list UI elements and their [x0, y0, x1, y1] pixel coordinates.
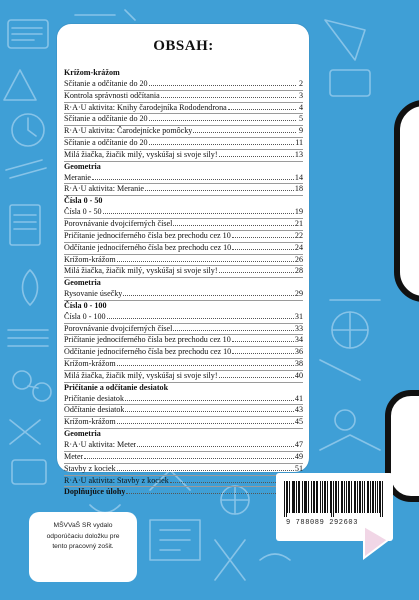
- toc-entry-label: R·A·U aktivita: Meranie: [64, 184, 145, 194]
- toc-entry: [64, 312, 303, 324]
- barcode-bar: [287, 481, 288, 513]
- toc-leader-dots: [232, 353, 294, 354]
- barcode-bar: [372, 481, 373, 513]
- barcode-bar: [324, 481, 325, 513]
- toc-entry-label: Čísla 0 - 100: [64, 311, 106, 321]
- barcode-bar: [298, 481, 299, 513]
- barcode-bar: [338, 481, 339, 513]
- toc-entry: [64, 207, 303, 219]
- toc-page-number: 45: [294, 417, 303, 427]
- toc-page-number: 41: [294, 393, 303, 403]
- barcode-bar: [294, 481, 295, 513]
- barcode-bar: [336, 481, 337, 513]
- toc-section-heading: Geometria: [64, 278, 101, 288]
- toc-entry: [64, 91, 303, 103]
- toc-leader-dots: [84, 458, 294, 459]
- toc-page-number: 38: [294, 359, 303, 369]
- toc-entry-label: Milá žiačka, žiačik milý, vyskúšaj si svoje sily!: [64, 149, 218, 159]
- barcode-bar: [305, 481, 306, 513]
- barcode-bar: [351, 481, 352, 513]
- barcode-bar: [320, 481, 321, 513]
- barcode-bar: [368, 481, 369, 513]
- toc-entry: [64, 243, 303, 255]
- barcode-bar: [344, 481, 345, 513]
- toc-entry: [64, 347, 303, 359]
- toc-entry-label: Pričítanie jednociferného čísla bez prechodu cez 10: [64, 335, 231, 345]
- barcode-bar: [314, 481, 315, 513]
- barcode-bar: [331, 481, 332, 517]
- toc-leader-dots: [173, 225, 294, 226]
- barcode-bar: [341, 481, 342, 513]
- toc-entry-label: Meter: [64, 451, 84, 461]
- toc-leader-dots: [125, 400, 294, 401]
- toc-entry-label: Meranie: [64, 172, 91, 182]
- toc-page-number: 13: [294, 149, 303, 159]
- toc-page-number: 2: [298, 78, 303, 88]
- toc-leader-dots: [232, 249, 294, 250]
- toc-leader-dots: [117, 365, 294, 366]
- contents-page: [57, 24, 309, 497]
- toc-leader-dots: [149, 144, 295, 145]
- toc-entry-label: Sčítanie a odčítanie do 20: [64, 138, 148, 148]
- toc-entry-label: Stavby z kociek: [64, 463, 116, 473]
- toc-entry-label: Doplňujúce úlohy: [64, 487, 126, 497]
- toc-entry-label: Pričítanie jednociferného čísla bez prechodu cez 10: [64, 230, 231, 240]
- toc-entry-label: Milá žiačka, žiačik milý, vyskúšaj si svoje sily!: [64, 370, 218, 380]
- barcode-bar: [355, 481, 356, 513]
- toc-page-number: 31: [294, 311, 303, 321]
- toc-entry-label: Odčítanie jednociferného čísla bez prechodu cez 10: [64, 242, 232, 252]
- barcode-bar: [304, 481, 305, 513]
- toc-entry-label: Čísla 0 - 50: [64, 207, 102, 217]
- toc-leader-dots: [117, 423, 294, 424]
- barcode-bar: [302, 481, 303, 513]
- toc-page-number: 22: [294, 230, 303, 240]
- toc-leader-dots: [161, 97, 296, 98]
- barcode-bar: [364, 481, 365, 513]
- barcode-bar: [330, 481, 331, 513]
- barcode-bar: [313, 481, 314, 513]
- toc-entry-label: Milá žiačka, žiačik milý, vyskúšaj si svoje sily!: [64, 266, 218, 276]
- barcode-bar: [360, 481, 361, 513]
- toc-leader-dots: [117, 261, 294, 262]
- toc-page-number: 4: [298, 102, 303, 112]
- toc-page-number: 24: [294, 242, 303, 252]
- toc-leader-dots: [232, 237, 294, 238]
- toc-entry-label: Krížom-krážom: [64, 417, 116, 427]
- barcode-bar: [342, 481, 343, 513]
- toc-leader-dots: [173, 330, 294, 331]
- table-of-contents: [64, 68, 303, 498]
- toc-entry: [64, 476, 303, 488]
- toc-entry: [64, 150, 303, 162]
- toc-entry-label: Porovnávanie dvojciferných čísel: [64, 323, 173, 333]
- page-title: OBSAH:: [153, 38, 214, 54]
- toc-section-heading: Pričítanie a odčítanie desiatok: [64, 382, 169, 392]
- toc-section-heading: Čísla 0 - 100: [64, 300, 107, 310]
- toc-entry: [64, 103, 303, 115]
- toc-page-number: 18: [294, 184, 303, 194]
- toc-leader-dots: [92, 179, 294, 180]
- barcode-bar: [348, 481, 349, 513]
- notice-line: MŠVVaŠ SR vydalo: [53, 522, 113, 529]
- toc-leader-dots: [103, 213, 294, 214]
- barcode-bar: [293, 481, 294, 513]
- toc-entry: [64, 255, 303, 267]
- barcode-bar: [367, 481, 368, 513]
- toc-entry-label: Krížom-krážom: [64, 359, 116, 369]
- barcode-bar: [317, 481, 318, 513]
- toc-entry-label: R·A·U aktivita: Knihy čarodejníka Rododendrona: [64, 102, 227, 112]
- barcode-bar: [306, 481, 307, 513]
- toc-leader-dots: [219, 377, 294, 378]
- toc-entry: [64, 138, 303, 150]
- toc-entry: [64, 126, 303, 138]
- toc-entry-label: Pričítanie desiatok: [64, 393, 125, 403]
- toc-page-number: 19: [294, 207, 303, 217]
- barcode-bar: [377, 481, 378, 513]
- barcode-bar: [327, 481, 328, 513]
- toc-entry-label: R·A·U aktivita: Čarodejnícke pomôcky: [64, 126, 193, 136]
- toc-page-number: 9: [298, 126, 303, 136]
- toc-entry: [64, 487, 303, 498]
- toc-leader-dots: [149, 85, 296, 86]
- barcode-bar: [316, 481, 317, 513]
- barcode-bar: [296, 481, 297, 513]
- toc-entry: [64, 324, 303, 336]
- toc-entry: [64, 231, 303, 243]
- barcode-bar: [370, 481, 371, 513]
- barcode-bars: [284, 481, 384, 517]
- toc-entry: [64, 289, 303, 301]
- toc-page-number: 21: [294, 218, 303, 228]
- toc-entry: [64, 394, 303, 406]
- toc-entry-label: R·A·U aktivita: Meter: [64, 440, 137, 449]
- notice-line: odporúčaciu doložku pre: [46, 532, 120, 540]
- toc-entry: [64, 219, 303, 231]
- toc-section-heading: Geometria: [64, 161, 101, 171]
- toc-entry: [64, 417, 303, 429]
- barcode-bar: [286, 481, 287, 517]
- toc-entry: [64, 371, 303, 383]
- toc-page-number: 11: [295, 138, 303, 148]
- toc-leader-dots: [117, 470, 294, 471]
- barcode-bar: [299, 481, 300, 513]
- toc-entry-label: Krížom-krážom: [64, 254, 116, 264]
- toc-section-heading: Krížom-krážom: [64, 68, 120, 77]
- notice-line: tento pracovný zošit.: [52, 543, 114, 550]
- barcode-bar: [308, 481, 309, 513]
- barcode-bar: [292, 481, 293, 513]
- toc-entry-label: Sčítanie a odčítanie do 20: [64, 114, 148, 124]
- ministry-notice: [29, 512, 137, 582]
- toc-entry-label: Rysovanie úsečky: [64, 289, 123, 299]
- toc-entry: [64, 440, 303, 452]
- toc-entry: [64, 335, 303, 347]
- toc-leader-dots: [228, 109, 296, 110]
- publisher-logo-icon: [360, 520, 394, 564]
- toc-entry-label: Porovnávanie dvojciferných čísel: [64, 218, 173, 228]
- toc-entry-label: Kontrola správnosti odčítania: [64, 90, 160, 100]
- toc-page-number: 47: [294, 440, 303, 449]
- toc-page-number: 14: [294, 172, 303, 182]
- toc-entry: [64, 359, 303, 371]
- toc-page-number: 49: [294, 451, 303, 461]
- barcode-bar: [357, 481, 358, 513]
- toc-entry: [64, 114, 303, 126]
- toc-entry-label: Odčítanie jednociferného čísla bez prechodu cez 10: [64, 347, 232, 357]
- toc-page-number: 36: [294, 347, 303, 357]
- toc-page-number: 28: [294, 266, 303, 276]
- toc-entry: [64, 184, 303, 196]
- barcode-bar: [335, 481, 336, 513]
- toc-entry: [64, 464, 303, 476]
- toc-leader-dots: [126, 493, 294, 494]
- toc-page-number: 33: [294, 323, 303, 333]
- toc-page-number: 29: [294, 289, 303, 299]
- barcode-bar: [382, 481, 383, 517]
- barcode-bar: [349, 481, 350, 513]
- toc-entry-label: R·A·U aktivita: Stavby z kociek: [64, 475, 169, 485]
- barcode-bar: [322, 481, 323, 513]
- toc-leader-dots: [125, 411, 293, 412]
- toc-page-number: 5: [298, 114, 303, 124]
- barcode-bar: [325, 481, 326, 513]
- toc-page-number: 3: [298, 90, 303, 100]
- barcode-bar: [373, 481, 374, 513]
- barcode-bar: [375, 481, 376, 513]
- barcode-bar: [311, 481, 312, 513]
- toc-page-number: 43: [294, 405, 303, 415]
- toc-leader-dots: [149, 120, 296, 121]
- toc-leader-dots: [145, 190, 294, 191]
- isbn-number: 9 788089 292603: [286, 519, 359, 527]
- toc-leader-dots: [219, 156, 294, 157]
- side-tab-decoration: [394, 100, 419, 302]
- barcode-bar: [284, 481, 285, 517]
- toc-page-number: 26: [294, 254, 303, 264]
- toc-entry: [64, 173, 303, 185]
- barcode-bar: [359, 481, 360, 513]
- toc-entry: [64, 405, 303, 417]
- toc-leader-dots: [232, 341, 294, 342]
- toc-page-number: 34: [294, 335, 303, 345]
- toc-leader-dots: [137, 446, 294, 447]
- toc-leader-dots: [107, 318, 294, 319]
- toc-entry: [64, 452, 303, 464]
- toc-page-number: 51: [294, 463, 303, 473]
- barcode-bar: [379, 481, 380, 513]
- toc-entry: [64, 79, 303, 91]
- barcode-bar: [289, 481, 290, 513]
- barcode-bar: [354, 481, 355, 513]
- toc-leader-dots: [193, 132, 296, 133]
- toc-entry: [64, 266, 303, 278]
- toc-leader-dots: [219, 272, 294, 273]
- barcode-bar: [346, 481, 347, 513]
- toc-entry-label: Sčítanie a odčítanie do 20: [64, 78, 148, 88]
- toc-page-number: 40: [294, 370, 303, 380]
- barcode-bar: [333, 481, 334, 517]
- toc-entry-label: Odčítanie desiatok: [64, 405, 125, 415]
- barcode-bar: [380, 481, 381, 517]
- barcode-bar: [362, 481, 363, 513]
- toc-leader-dots: [123, 295, 294, 296]
- toc-section-heading: Geometria: [64, 429, 101, 439]
- toc-section-heading: Čísla 0 - 50: [64, 196, 103, 206]
